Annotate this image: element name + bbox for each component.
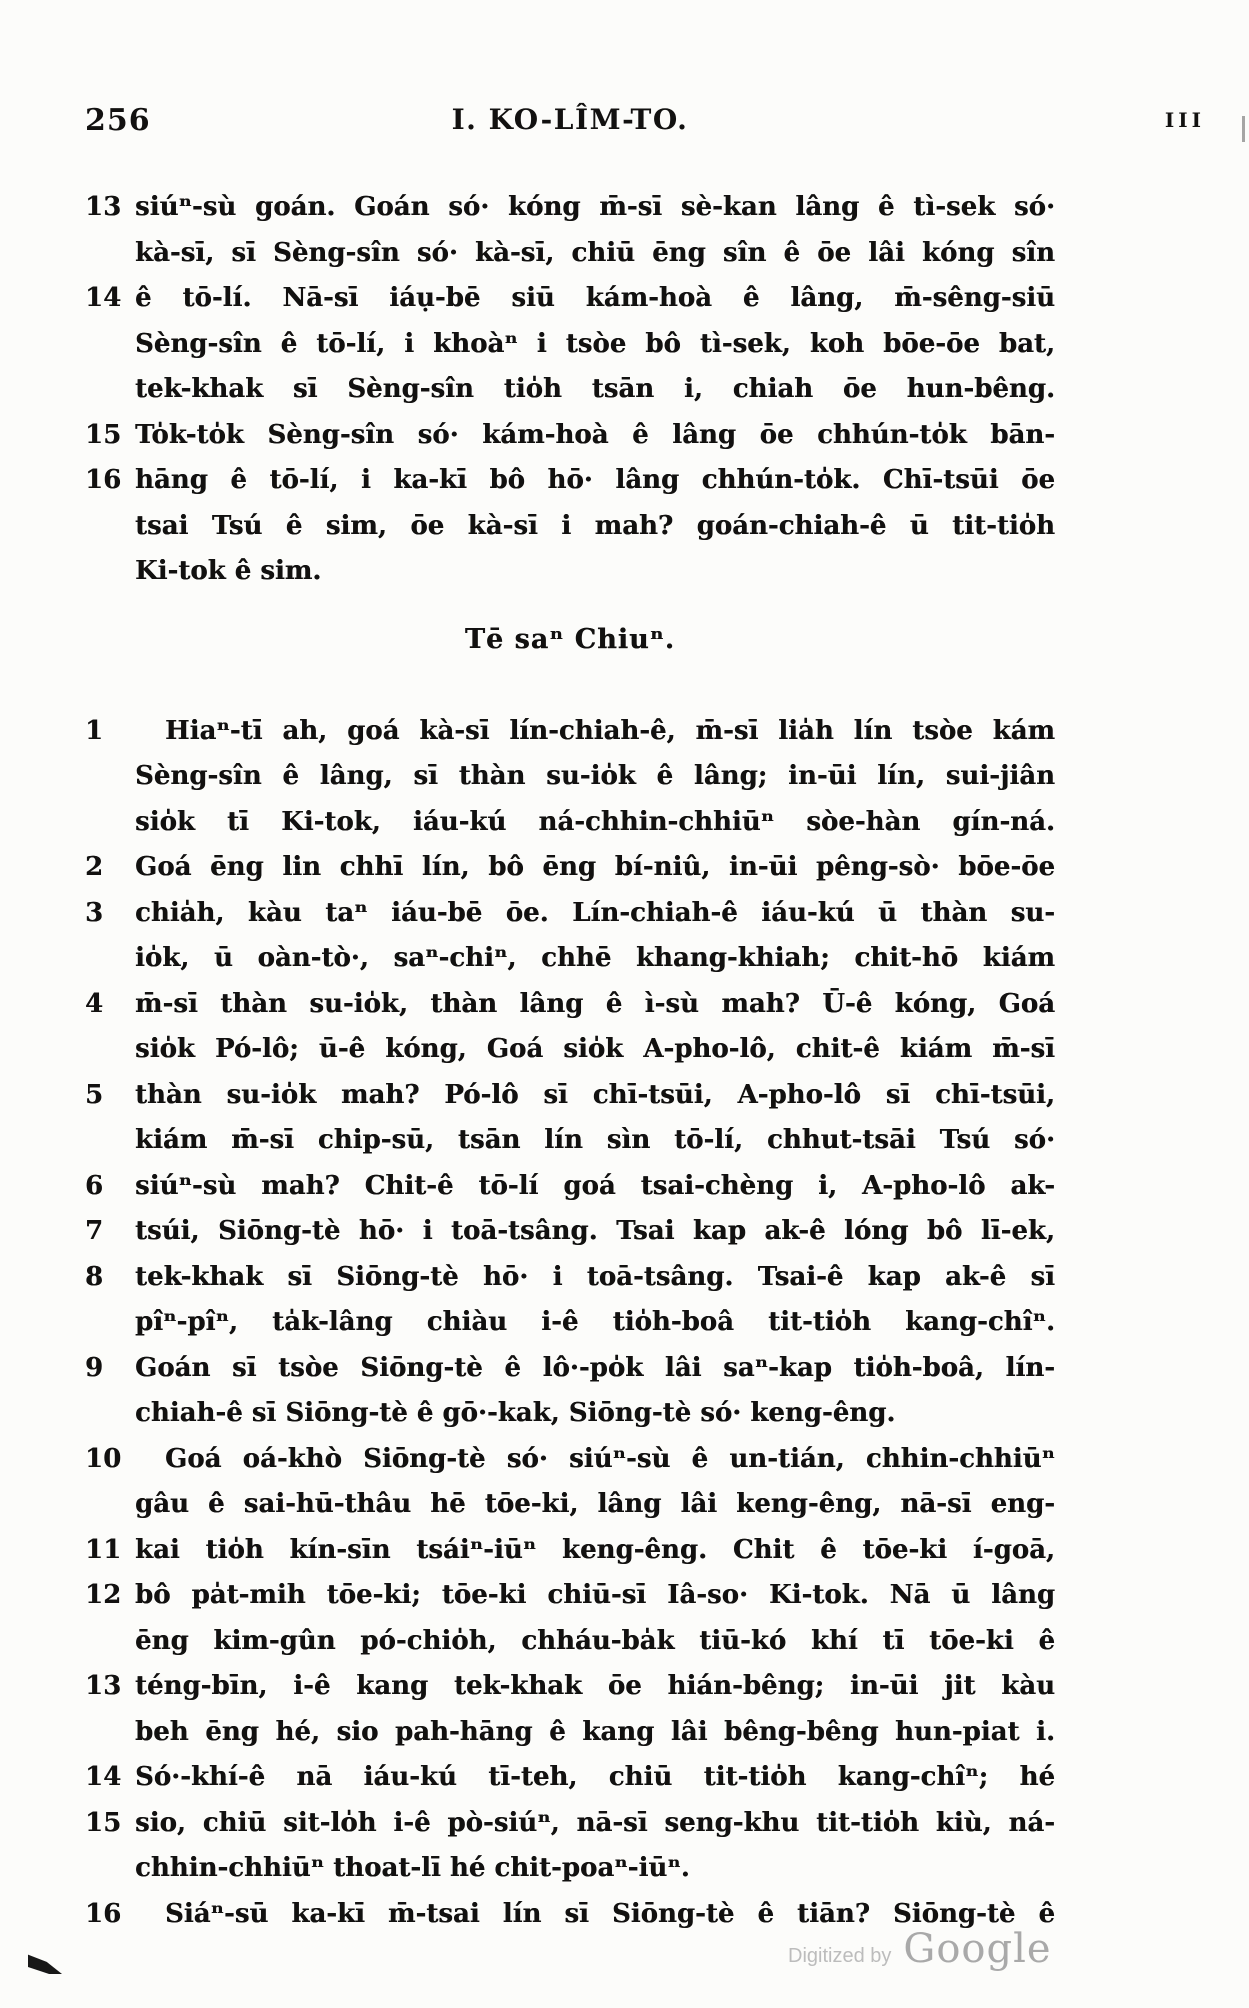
watermark-text: Digitized by	[788, 1945, 892, 1967]
verse-line	[85, 1755, 1055, 1801]
ink-blemish-mark	[28, 1952, 62, 1974]
verse-line	[85, 709, 1055, 755]
verse-line	[85, 800, 1055, 846]
verse-text: Goán sī tsòe Siōng-tè ê lô·-po̍k lâi saⁿ-kap tio̍h-boâ, lín-	[135, 1352, 1055, 1383]
verse-line	[85, 185, 1055, 231]
verse-text: To̍k-to̍k Sèng-sîn só· kám-hoà ê lâng ōe chhún-to̍k bān-	[135, 419, 1055, 450]
verse-text: Sèng-sîn ê lâng, sī thàn su-io̍k ê lâng; in-ūi lín, sui-jiân	[135, 761, 1055, 791]
verse-line	[85, 1255, 1055, 1301]
verse-line	[85, 845, 1055, 891]
verse-number: 13	[85, 192, 122, 222]
verse-line	[85, 504, 1055, 550]
verse-number	[85, 1482, 135, 1528]
verse-text: kà-sī, sī Sèng-sîn só· kà-sī, chiū ēng sîn ê ōe lâi kóng sîn	[135, 237, 1055, 268]
verse-text: Hiaⁿ-tī ah, goá kà-sī lín-chiah-ê, m̄-sī lia̍h lín tsòe kám	[165, 715, 1055, 746]
verse-number	[85, 1846, 135, 1892]
verse-line	[85, 322, 1055, 368]
verse-number	[85, 1391, 135, 1437]
verse-line	[85, 1346, 1055, 1392]
verse-line	[85, 1209, 1055, 1255]
verse-line	[85, 1118, 1055, 1164]
verse-number	[85, 549, 135, 595]
verse-number: 15	[85, 419, 122, 450]
verse-number: 4	[85, 988, 104, 1019]
verse-number: 5	[85, 1079, 104, 1110]
verse-text: thàn su-io̍k mah? Pó-lô sī chī-tsūi, A-pho-lô sī chī-tsūi,	[135, 1079, 1055, 1110]
verse-number: 2	[85, 852, 104, 882]
verse-number: 16	[85, 465, 122, 495]
verse-text: chia̍h, kàu taⁿ iáu-bē ōe. Lín-chiah-ê iáu-kú ū thàn su-	[135, 897, 1055, 928]
verse-line	[85, 1300, 1055, 1346]
verse-text: kai tio̍h kín-sīn tsáiⁿ-iūⁿ keng-êng. Chit ê tōe-ki í-goā,	[135, 1534, 1055, 1565]
verse-text: ê tō-lí. Nā-sī iáụ-bē siū kám-hoà ê lâng, m̄-sêng-siū	[135, 283, 1055, 313]
verse-number: 13	[85, 1671, 122, 1701]
page-number: 256	[85, 103, 151, 138]
verse-text: Sèng-sîn ê tō-lí, i khoàⁿ i tsòe bô tì-sek, koh bōe-ōe bat,	[135, 328, 1055, 359]
verse-number	[85, 231, 135, 277]
verse-text: io̍k, ū oàn-tò·, saⁿ-chiⁿ, chhē khang-khiah; chit-hō kiám	[135, 943, 1055, 973]
verses-block-chapter3	[85, 709, 1055, 1938]
verse-line	[85, 982, 1055, 1028]
verse-number	[85, 936, 135, 982]
verse-text-body	[85, 185, 1055, 1937]
verse-line	[85, 1073, 1055, 1119]
verse-text: téng-bīn, i-ê kang tek-khak ōe hián-bêng; in-ūi jit kàu	[135, 1671, 1055, 1701]
watermark	[788, 1926, 1052, 1972]
verse-text: bô pa̍t-mih tōe-ki; tōe-ki chiū-sī Iâ-so· Ki-tok. Nā ū lâng	[135, 1580, 1055, 1610]
verse-line	[85, 1164, 1055, 1210]
verse-text: chiah-ê sī Siōng-tè ê gō·-kak, Siōng-tè só· keng-êng.	[135, 1398, 896, 1428]
verse-text: Goá ēng lin chhī lín, bô ēng bí-niû, in-ūi pêng-sò· bōe-ōe	[135, 852, 1055, 882]
verse-line	[85, 367, 1055, 413]
verse-line	[85, 549, 1055, 595]
verse-number: 15	[85, 1807, 122, 1838]
verse-text: pîⁿ-pîⁿ, ta̍k-lâng chiàu i-ê tio̍h-boâ tit-tio̍h kang-chîⁿ.	[135, 1307, 1055, 1337]
folio-chapter-number: III	[1164, 108, 1205, 132]
verse-text: kiám m̄-sī chip-sū, tsān lín sìn tō-lí, chhut-tsāi Tsú só·	[135, 1125, 1055, 1155]
verse-number: 7	[85, 1216, 104, 1246]
verse-line	[85, 1664, 1055, 1710]
verse-text: chhin-chhiūⁿ thoat-lī hé chit-poaⁿ-iūⁿ.	[135, 1853, 690, 1883]
verse-line	[85, 413, 1055, 459]
verse-line	[85, 1573, 1055, 1619]
verse-number	[85, 754, 135, 800]
verse-number: 12	[85, 1580, 122, 1610]
running-title: I. KO-LÎM-TO.	[451, 103, 689, 136]
chapter-heading: Tē saⁿ Chiuⁿ.	[464, 623, 676, 655]
verse-number	[85, 322, 135, 368]
verse-line	[85, 1391, 1055, 1437]
verse-number	[85, 800, 135, 846]
scan-edge-artifact	[1242, 116, 1245, 142]
verse-number: 14	[85, 283, 122, 313]
verse-text: Só·-khí-ê nā iáu-kú tī-teh, chiū tit-tio̍h kang-chîⁿ; hé	[135, 1762, 1055, 1792]
verse-text: Ki-tok ê sim.	[135, 556, 322, 586]
verse-number: 16	[85, 1898, 122, 1929]
verse-text: Siáⁿ-sū ka-kī m̄-tsai lín sī Siōng-tè ê tiān? Siōng-tè ê	[165, 1898, 1055, 1929]
text-block	[85, 103, 1205, 1937]
verse-line	[85, 1528, 1055, 1574]
verse-line	[85, 1027, 1055, 1073]
verse-number: 9	[85, 1352, 104, 1383]
verse-number	[85, 504, 135, 550]
verse-text: ēng kim-gûn pó-chio̍h, chháu-ba̍k tiū-kó khí tī tōe-ki ê	[135, 1625, 1055, 1656]
verse-text: beh ēng hé, sio pah-hāng ê kang lâi bêng-bêng hun-piat i.	[135, 1716, 1055, 1747]
verse-text: sio, chiū sit-lo̍h i-ê pò-siúⁿ, nā-sī seng-khu tit-tio̍h kiù, ná-	[135, 1807, 1055, 1838]
verse-line	[85, 276, 1055, 322]
verse-number: 10	[85, 1443, 122, 1474]
page-header	[85, 103, 1205, 139]
verse-line	[85, 1437, 1055, 1483]
verse-line	[85, 1482, 1055, 1528]
verse-text: tsúi, Siōng-tè hō· i toā-tsâng. Tsai kap ak-ê lóng bô lī-ek,	[135, 1216, 1055, 1246]
verse-line	[85, 936, 1055, 982]
verse-number: 14	[85, 1762, 122, 1792]
verse-number: 1	[85, 715, 104, 746]
verse-text: hāng ê tō-lí, i ka-kī bô hō· lâng chhún-to̍k. Chī-tsūi ōe	[135, 465, 1055, 495]
verse-text: sio̍k tī Ki-tok, iáu-kú ná-chhin-chhiūⁿ sòe-hàn gín-ná.	[135, 806, 1055, 837]
verse-number: 3	[85, 897, 104, 928]
verse-text: Goá oá-khò Siōng-tè só· siúⁿ-sù ê un-tián, chhin-chhiūⁿ	[165, 1443, 1055, 1474]
verse-line	[85, 1846, 1055, 1892]
verse-line	[85, 891, 1055, 937]
verse-number	[85, 1710, 135, 1756]
verse-text: m̄-sī thàn su-io̍k, thàn lâng ê ì-sù mah? Ū-ê kóng, Goá	[135, 988, 1055, 1019]
verse-line	[85, 231, 1055, 277]
verse-number: 6	[85, 1170, 104, 1201]
verse-number	[85, 367, 135, 413]
verses-block-chapter2	[85, 185, 1055, 595]
verse-line	[85, 754, 1055, 800]
verse-line	[85, 1619, 1055, 1665]
verse-number: 8	[85, 1261, 104, 1292]
verse-text: siúⁿ-sù mah? Chit-ê tō-lí goá tsai-chèng i, A-pho-lô ak-	[135, 1170, 1055, 1201]
verse-number	[85, 1027, 135, 1073]
verse-text: sio̍k Pó-lô; ū-ê kóng, Goá sio̍k A-pho-lô, chit-ê kiám m̄-sī	[135, 1034, 1055, 1064]
verse-number: 11	[85, 1534, 122, 1565]
verse-text: tek-khak sī Siōng-tè hō· i toā-tsâng. Tsai-ê kap ak-ê sī	[135, 1261, 1055, 1292]
verse-text: tek-khak sī Sèng-sîn tio̍h tsān i, chiah ōe hun-bêng.	[135, 374, 1055, 404]
verse-number	[85, 1300, 135, 1346]
verse-number	[85, 1118, 135, 1164]
verse-line	[85, 458, 1055, 504]
verse-line	[85, 1801, 1055, 1847]
verse-text: siúⁿ-sù goán. Goán só· kóng m̄-sī sè-kan lâng ê tì-sek só·	[135, 192, 1055, 222]
verse-text: gâu ê sai-hū-thâu hē tōe-ki, lâng lâi keng-êng, nā-sī eng-	[135, 1489, 1055, 1519]
verse-line	[85, 1710, 1055, 1756]
verse-text: tsai Tsú ê sim, ōe kà-sī i mah? goán-chiah-ê ū tit-tio̍h	[135, 510, 1055, 541]
verse-number	[85, 1619, 135, 1665]
google-logo: Google	[903, 1926, 1052, 1972]
